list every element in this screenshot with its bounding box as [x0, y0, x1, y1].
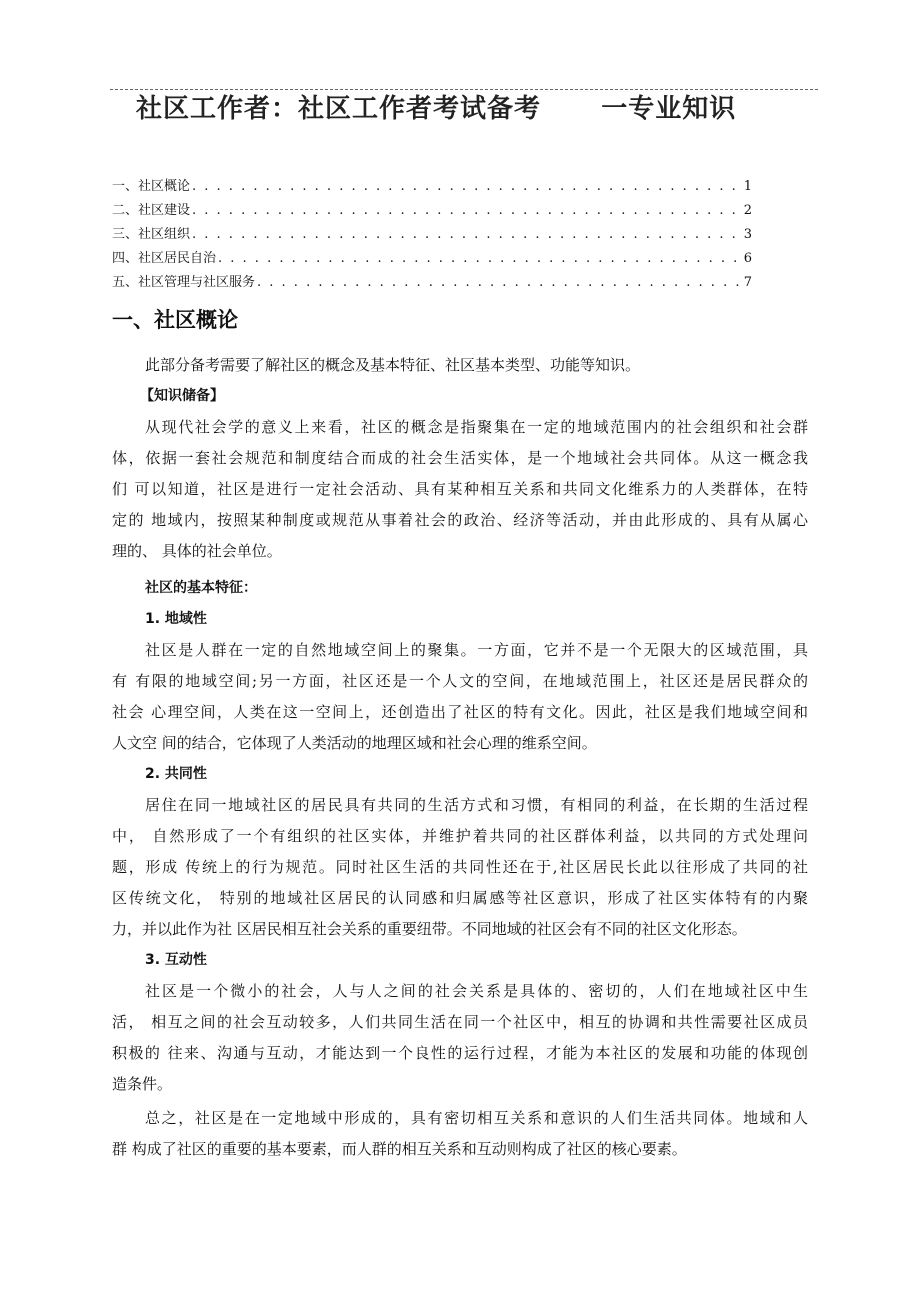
- feature-paragraph: [112, 976, 808, 1100]
- paragraph-line: 活， 相互之间的社会互动较多，人们共同生活在同一个社区中，相互的协调和共性需要社区成员: [112, 1013, 808, 1031]
- toc-page: 7: [743, 275, 752, 290]
- paragraph-line: 中， 自然形成了一个有组织的社区实体，并维护着共同的社区群体利益，以共同的方式处理问: [112, 827, 808, 845]
- paragraph-line: 力，并以此作为社 区居民相互社会关系的重要纽带。不同地域的社区会有不同的社区文化形态。: [112, 920, 747, 938]
- toc-leader: [218, 247, 742, 271]
- feature-heading: 1. 地域性: [145, 611, 207, 627]
- feature-heading: 2. 共同性: [145, 766, 207, 782]
- toc-label: 四、社区居民自治: [112, 251, 217, 266]
- toc-leader: [257, 271, 742, 295]
- paragraph-line: 定的 地域内，按照某种制度或规范从事着社会的政治、经济等活动，并由此形成的、具有从属心: [112, 511, 808, 529]
- toc-item[interactable]: [112, 223, 752, 247]
- definition-paragraph: [112, 412, 808, 567]
- paragraph-line: 区传统文化， 特别的地域社区居民的认同感和归属感等社区意识，形成了社区实体特有的内聚: [112, 889, 808, 907]
- toc-item[interactable]: [112, 247, 752, 271]
- feature-paragraph: [112, 790, 808, 945]
- toc-leader: [192, 223, 742, 247]
- paragraph-line: 居住在同一地域社区的居民具有共同的生活方式和习惯，有相同的利益，在长期的生活过程: [145, 796, 808, 814]
- paragraph-line: 们 可以知道，社区是进行一定社会活动、具有某种相互关系和共同文化维系力的人类群体，在特: [112, 480, 808, 498]
- page-title: 社区工作者：社区工作者考试备考 一专业知识: [136, 94, 737, 124]
- paragraph-line: 有 有限的地域空间;另一方面，社区还是一个人文的空间，在地域范围上，社区还是居民群众的: [112, 672, 808, 690]
- paragraph-line: 社区是一个微小的社会，人与人之间的社会关系是具体的、密切的，人们在地域社区中生: [145, 982, 808, 1000]
- table-of-contents: [112, 175, 752, 295]
- features-label: 社区的基本特征：: [145, 580, 257, 596]
- paragraph-line: 题，形成 传统上的行为规范。同时社区生活的共同性还在于,社区居民长此以往形成了共同的社: [112, 858, 808, 876]
- toc-label: 三、社区组织: [112, 227, 191, 242]
- intro-paragraph: 此部分备考需要了解社区的概念及基本特征、社区基本类型、功能等知识。: [145, 356, 641, 374]
- paragraph-line: 群 构成了社区的重要的基本要素，而人群的相互关系和互动则构成了社区的核心要素。: [112, 1140, 687, 1158]
- toc-leader: [192, 199, 742, 223]
- toc-label: 二、社区建设: [112, 203, 191, 218]
- toc-page: 1: [743, 179, 752, 194]
- toc-leader: [192, 175, 742, 199]
- toc-label: 一、社区概论: [112, 179, 191, 194]
- paragraph-line: 造条件。: [112, 1075, 173, 1093]
- paragraph-line: 理的、 具体的社会单位。: [112, 542, 282, 560]
- paragraph-line: 体，依据一套社会规范和制度结合而成的社会生活实体，是一个地域社会共同体。从这一概念我: [112, 449, 808, 467]
- paragraph-line: 社区是人群在一定的自然地域空间上的聚集。一方面，它并不是一个无限大的区域范围，具: [145, 641, 808, 659]
- summary-paragraph: [112, 1103, 808, 1165]
- toc-item[interactable]: [112, 199, 752, 223]
- paragraph-line: 总之，社区是在一定地域中形成的，具有密切相互关系和意识的人们生活共同体。地域和人: [145, 1109, 808, 1127]
- toc-item[interactable]: [112, 175, 752, 199]
- toc-item[interactable]: [112, 271, 752, 295]
- paragraph-line: 积极的 往来、沟通与互动，才能达到一个良性的运行过程，才能为本社区的发展和功能的体现创: [112, 1044, 808, 1062]
- feature-heading: 3. 互动性: [145, 952, 207, 968]
- document-body: [112, 350, 808, 1165]
- toc-label: 五、社区管理与社区服务: [112, 275, 256, 290]
- paragraph-line: 从现代社会学的意义上来看，社区的概念是指聚集在一定的地域范围内的社会组织和社会群: [145, 418, 808, 436]
- paragraph-line: 人文空 间的结合，它体现了人类活动的地理区域和社会心理的维系空间。: [112, 734, 597, 752]
- toc-page: 2: [743, 203, 752, 218]
- knowledge-label: 【知识储备】: [140, 388, 224, 404]
- paragraph-line: 社会 心理空间，人类在这一空间上，还创造出了社区的特有文化。因此，社区是我们地域空间和: [112, 703, 808, 721]
- feature-paragraph: [112, 635, 808, 759]
- toc-page: 3: [743, 227, 752, 242]
- section-heading: 一、社区概论: [112, 308, 238, 332]
- toc-page: 6: [743, 251, 752, 266]
